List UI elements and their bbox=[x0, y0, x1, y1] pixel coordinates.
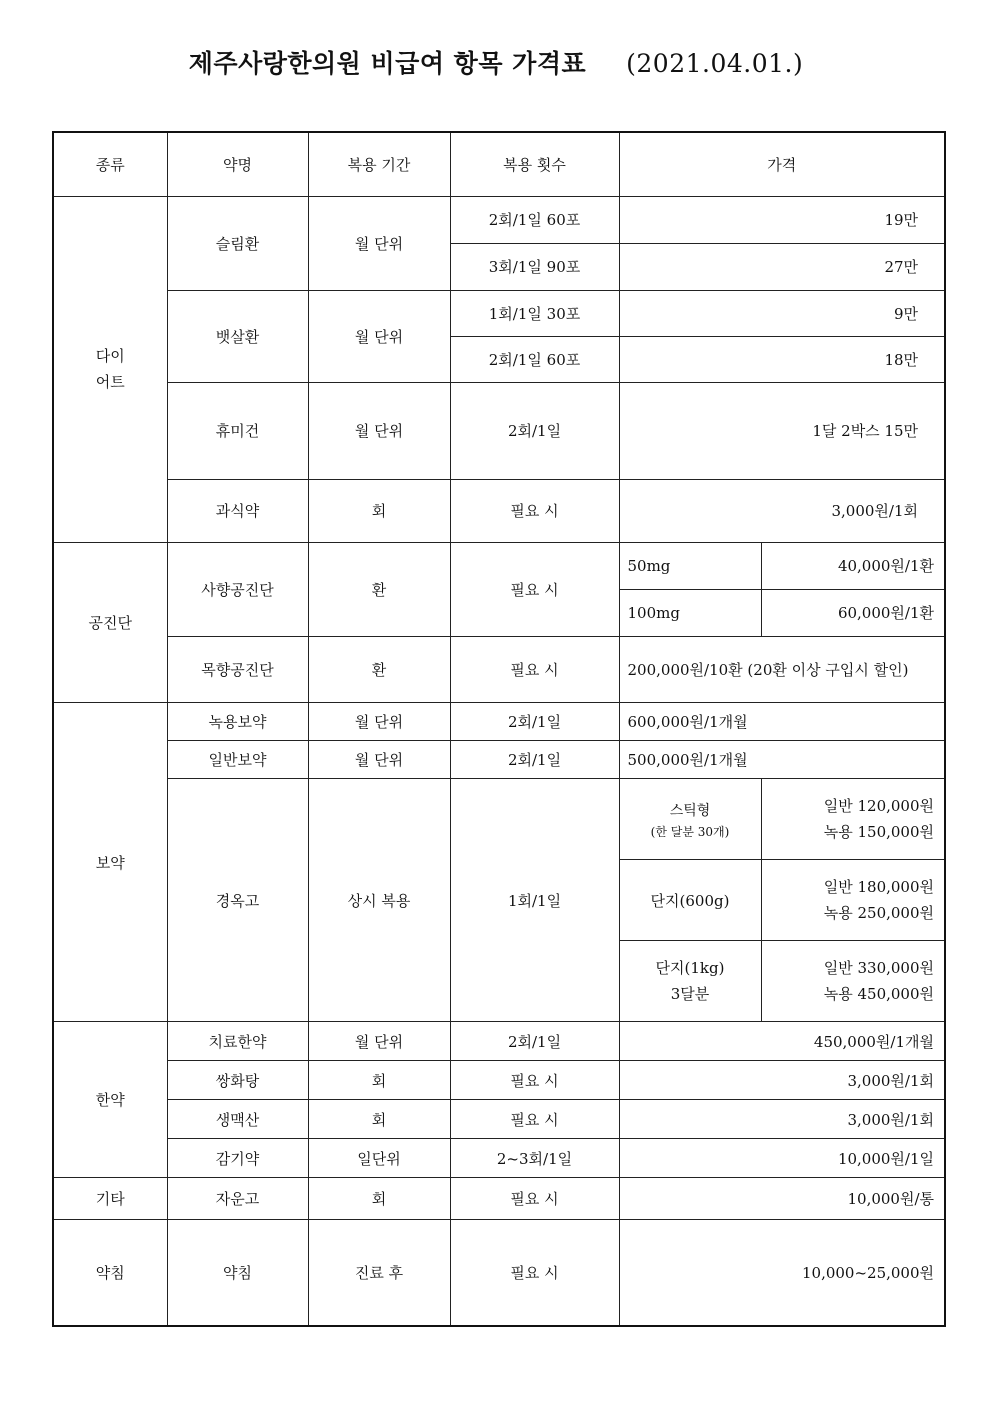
item-frequency: 2회/1일 bbox=[450, 382, 619, 479]
item-frequency: 필요 시 bbox=[450, 1061, 619, 1100]
item-period: 회 bbox=[308, 1100, 450, 1139]
table-row bbox=[53, 778, 945, 859]
item-price: 19만 bbox=[619, 196, 945, 243]
item-name: 쌍화탕 bbox=[167, 1061, 308, 1100]
item-frequency: 2회/1일 bbox=[450, 740, 619, 778]
item-price: 40,000원/1환 bbox=[761, 542, 945, 589]
table-row bbox=[53, 1022, 945, 1061]
item-price: 18만 bbox=[619, 336, 945, 382]
item-frequency: 필요 시 bbox=[450, 1220, 619, 1326]
page-title bbox=[0, 44, 992, 80]
item-dose: 50mg bbox=[619, 542, 761, 589]
item-period: 환 bbox=[308, 636, 450, 702]
item-price: 10,000원/통 bbox=[619, 1178, 945, 1220]
table-row bbox=[53, 1061, 945, 1100]
item-dose: 100mg bbox=[619, 589, 761, 636]
item-name: 생맥산 bbox=[167, 1100, 308, 1139]
item-price: 10,000~25,000원 bbox=[619, 1220, 945, 1326]
item-period: 월 단위 bbox=[308, 196, 450, 290]
item-period: 상시 복용 bbox=[308, 778, 450, 1021]
item-period: 월 단위 bbox=[308, 382, 450, 479]
category-hanyak: 한약 bbox=[53, 1022, 167, 1178]
table-row bbox=[53, 479, 945, 542]
item-name: 뱃살환 bbox=[167, 290, 308, 382]
header-row bbox=[53, 132, 945, 196]
item-price: 200,000원/10환 (20환 이상 구입시 할인) bbox=[619, 636, 945, 702]
item-frequency: 필요 시 bbox=[450, 1178, 619, 1220]
item-frequency: 2회/1일 bbox=[450, 1022, 619, 1061]
item-name: 일반보약 bbox=[167, 740, 308, 778]
item-name: 약침 bbox=[167, 1220, 308, 1326]
item-frequency: 2회/1일 bbox=[450, 702, 619, 740]
variant-label: 스틱형 bbox=[669, 802, 711, 819]
table-row bbox=[53, 290, 945, 336]
item-price: 3,000원/1회 bbox=[619, 479, 945, 542]
variant-note: (한 달분 30개) bbox=[650, 824, 730, 839]
item-frequency: 3회/1일 90포 bbox=[450, 243, 619, 290]
category-diet: 다이 어트 bbox=[53, 196, 167, 542]
table-row bbox=[53, 382, 945, 479]
category-boyak: 보약 bbox=[53, 702, 167, 1021]
table-row bbox=[53, 702, 945, 740]
table-row bbox=[53, 1220, 945, 1326]
item-name: 과식약 bbox=[167, 479, 308, 542]
item-price: 1달 2박스 15만 bbox=[619, 382, 945, 479]
item-price: 일반 330,000원 녹용 450,000원 bbox=[761, 941, 945, 1022]
item-price: 3,000원/1회 bbox=[619, 1061, 945, 1100]
item-variant bbox=[619, 778, 761, 859]
category-acu: 약침 bbox=[53, 1220, 167, 1326]
item-price: 500,000원/1개월 bbox=[619, 740, 945, 778]
item-variant: 단지(1kg) 3달분 bbox=[619, 941, 761, 1022]
header-category: 종류 bbox=[53, 132, 167, 196]
table-row bbox=[53, 542, 945, 589]
item-period: 월 단위 bbox=[308, 290, 450, 382]
item-price: 3,000원/1회 bbox=[619, 1100, 945, 1139]
item-name: 사향공진단 bbox=[167, 542, 308, 636]
item-name: 목향공진단 bbox=[167, 636, 308, 702]
header-period: 복용 기간 bbox=[308, 132, 450, 196]
item-period: 월 단위 bbox=[308, 1022, 450, 1061]
item-price: 27만 bbox=[619, 243, 945, 290]
item-frequency: 1회/1일 30포 bbox=[450, 290, 619, 336]
item-frequency: 1회/1일 bbox=[450, 778, 619, 1021]
item-period: 회 bbox=[308, 479, 450, 542]
table-row bbox=[53, 1139, 945, 1178]
header-name: 약명 bbox=[167, 132, 308, 196]
item-name: 슬림환 bbox=[167, 196, 308, 290]
item-name: 경옥고 bbox=[167, 778, 308, 1021]
table-row bbox=[53, 636, 945, 702]
item-price: 450,000원/1개월 bbox=[619, 1022, 945, 1061]
item-frequency: 2~3회/1일 bbox=[450, 1139, 619, 1178]
item-period: 회 bbox=[308, 1061, 450, 1100]
item-frequency: 필요 시 bbox=[450, 479, 619, 542]
category-etc: 기타 bbox=[53, 1178, 167, 1220]
item-name: 자운고 bbox=[167, 1178, 308, 1220]
item-frequency: 필요 시 bbox=[450, 1100, 619, 1139]
price-table bbox=[52, 131, 946, 1327]
table-row bbox=[53, 1178, 945, 1220]
title-date: (2021.04.01.) bbox=[626, 49, 804, 78]
item-period: 회 bbox=[308, 1178, 450, 1220]
item-period: 일단위 bbox=[308, 1139, 450, 1178]
item-frequency: 2회/1일 60포 bbox=[450, 336, 619, 382]
item-period: 환 bbox=[308, 542, 450, 636]
item-frequency: 필요 시 bbox=[450, 542, 619, 636]
item-price: 일반 180,000원 녹용 250,000원 bbox=[761, 860, 945, 941]
item-price: 9만 bbox=[619, 290, 945, 336]
item-period: 진료 후 bbox=[308, 1220, 450, 1326]
item-frequency: 2회/1일 60포 bbox=[450, 196, 619, 243]
item-price: 일반 120,000원 녹용 150,000원 bbox=[761, 778, 945, 859]
item-name: 녹용보약 bbox=[167, 702, 308, 740]
table-row bbox=[53, 740, 945, 778]
table-row bbox=[53, 196, 945, 243]
item-name: 휴미건 bbox=[167, 382, 308, 479]
item-period: 월 단위 bbox=[308, 740, 450, 778]
item-price: 600,000원/1개월 bbox=[619, 702, 945, 740]
item-name: 치료한약 bbox=[167, 1022, 308, 1061]
item-name: 감기약 bbox=[167, 1139, 308, 1178]
table-row bbox=[53, 1100, 945, 1139]
title-text: 제주사랑한의원 비급여 항목 가격표 bbox=[188, 49, 587, 78]
item-variant: 단지(600g) bbox=[619, 860, 761, 941]
item-price: 10,000원/1일 bbox=[619, 1139, 945, 1178]
header-price: 가격 bbox=[619, 132, 945, 196]
item-price: 60,000원/1환 bbox=[761, 589, 945, 636]
category-gongjin: 공진단 bbox=[53, 542, 167, 702]
item-frequency: 필요 시 bbox=[450, 636, 619, 702]
item-period: 월 단위 bbox=[308, 702, 450, 740]
header-frequency: 복용 횟수 bbox=[450, 132, 619, 196]
